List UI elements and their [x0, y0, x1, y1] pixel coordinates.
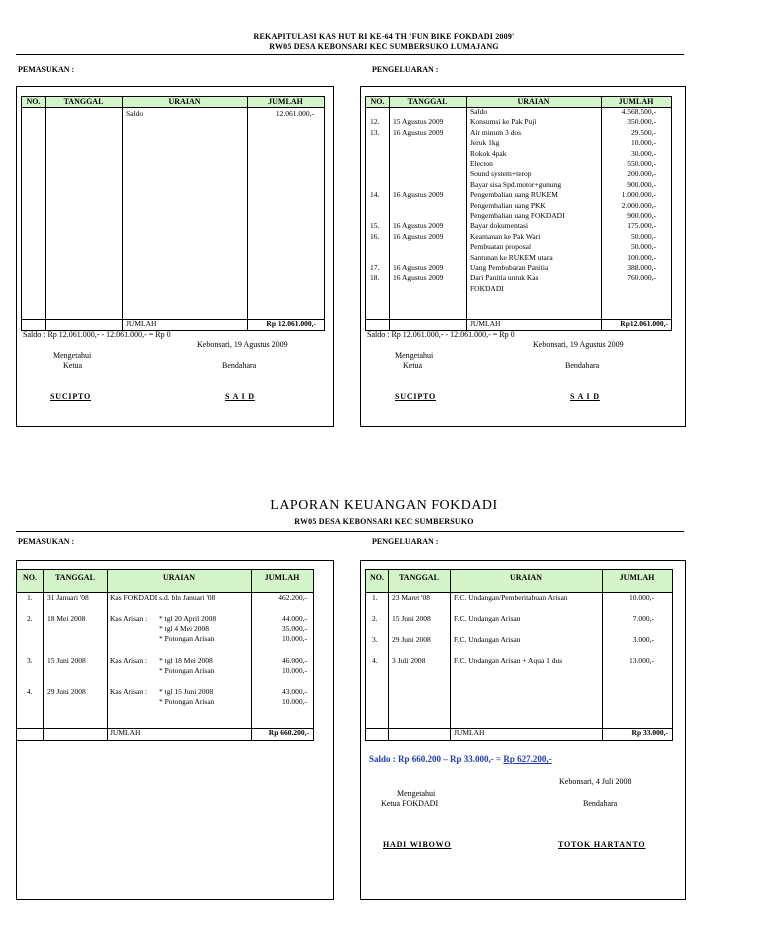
- total-label: JUMLAH: [110, 728, 141, 737]
- table-row-uraian: F.C. Undangan Arisan: [454, 635, 521, 644]
- col-no: NO.: [23, 573, 37, 582]
- table-row-jumlah: 10.000,-: [629, 593, 654, 602]
- total-label: JUMLAH: [126, 319, 157, 328]
- doc2-pengeluaran-panel: [360, 560, 686, 900]
- table-row-jumlah: 7.000,-: [632, 614, 654, 623]
- row-sub: * Potongan Arisan: [159, 697, 215, 706]
- total-value: Rp 12.061.000,-: [266, 319, 316, 328]
- table-row-jumlah: 1.000.000,-: [621, 190, 656, 200]
- row-uraian: Kas FOKDADI s.d. bln Januari '08: [110, 593, 216, 602]
- table-row-no: 16.: [370, 231, 380, 241]
- table-row-jumlah: 350.000,-: [627, 117, 656, 127]
- table-row-jumlah: 50.000,-: [631, 242, 656, 252]
- signature-ketua: SUCIPTO: [395, 392, 437, 401]
- row-uraian: Kas Arisan :: [110, 687, 148, 696]
- table-row-uraian: Rokok 4pak: [470, 148, 507, 158]
- col-tanggal: TANGGAL: [55, 573, 95, 582]
- table-row-jumlah: 10.000,-: [631, 138, 656, 148]
- total-label: JUMLAH: [470, 319, 501, 328]
- total-value: Rp12.061.000,-: [620, 319, 668, 328]
- row-uraian: Kas Arisan :: [110, 656, 148, 665]
- col-no: NO.: [26, 97, 41, 106]
- table-row-uraian: Keamanan ke Pak Wari: [470, 231, 541, 241]
- table-row-uraian: Pengembalian uang FOKDADI: [470, 211, 565, 220]
- col-jumlah: JUMLAH: [264, 573, 300, 582]
- col-jumlah: JUMLAH: [619, 573, 655, 582]
- table-row-no: 18.: [370, 273, 380, 283]
- row-sub: * tgl 4 Mei 2008: [159, 624, 209, 633]
- total-value: Rp 660.200,-: [268, 728, 309, 737]
- row-sub: * tgl 15 Juni 2008: [159, 687, 214, 696]
- row-no: 3.: [27, 656, 33, 665]
- signature-bendahara: S A I D: [570, 392, 600, 401]
- table-row-uraian: Santunan ke RUKEM utara: [470, 252, 553, 262]
- doc2-title: LAPORAN KEUANGAN FOKDADI: [270, 498, 498, 513]
- table-row-uraian: Bayar sisa Spd.motor+gunung: [470, 179, 562, 189]
- table-row-tanggal: 15 Juni 2008: [392, 614, 431, 623]
- table-row-uraian: F.C. Undangan Arisan: [454, 614, 521, 623]
- table-row-jumlah: 4.568.500,-: [621, 107, 656, 116]
- doc2-pengeluaran-label: PENGELUARAN :: [372, 537, 439, 546]
- row-sub: * tgl 18 Mei 2008: [159, 656, 213, 665]
- row-no: 1.: [27, 593, 33, 602]
- table-row-jumlah: 13.000,-: [629, 656, 654, 665]
- table-row-uraian: Dari Panitia untuk Kas: [470, 273, 539, 283]
- saldo-text: Saldo : Rp 12.061.000,- - 12.061.000,- = Rp 0: [367, 330, 515, 339]
- row-jumlah: 43.000,-: [282, 687, 307, 696]
- table-row-uraian: FOKDADI: [470, 283, 504, 293]
- table-row-uraian: Air minum 3 dos: [470, 127, 522, 137]
- doc1-subtitle: RW05 DESA KEBONSARI KEC SUMBERSUKO LUMAJANG: [269, 42, 499, 51]
- row-jumlah: 44.000,-: [282, 614, 307, 623]
- bendahara: Bendahara: [222, 361, 257, 370]
- table-row-uraian: Pembuatan proposal: [470, 242, 532, 252]
- mengetahui: Mengetahui: [397, 789, 436, 798]
- row-tanggal: 15 Juni 2008: [47, 656, 86, 665]
- place-date: Kebonsari, 4 Juli 2008: [559, 777, 632, 786]
- doc2-pemasukan-label: PEMASUKAN :: [18, 537, 75, 546]
- table-row-tanggal: 16 Agustus 2009: [393, 221, 444, 231]
- table-row-uraian: Electon: [470, 159, 493, 168]
- row-sub: * tgl 20 April 2008: [159, 614, 217, 623]
- table-row-no: 15.: [370, 221, 380, 231]
- signature-bendahara: TOTOK HARTANTO: [558, 840, 646, 849]
- doc1-title: REKAPITULASI KAS HUT RI KE-64 TH 'FUN BIKE FOKDADI 2009': [253, 32, 515, 41]
- table-row-uraian: F.C. Undangan/Pemberitahuan Arisan: [454, 593, 568, 602]
- doc2-subtitle: RW05 DESA KEBONSARI KEC SUMBERSUKO: [294, 517, 474, 526]
- table-row-jumlah: 2.000.000,-: [621, 200, 656, 210]
- saldo-text: Saldo : Rp 12.061.000,- - 12.061.000,- = Rp 0: [23, 330, 171, 339]
- table-row-jumlah: 3.000,-: [632, 635, 654, 644]
- col-tanggal: TANGGAL: [63, 97, 104, 106]
- col-tanggal: TANGGAL: [399, 573, 439, 582]
- doc1-pengeluaran-table: [365, 96, 672, 331]
- table-row-jumlah: 900.000,-: [627, 211, 656, 220]
- col-uraian: URAIAN: [168, 97, 201, 106]
- signature-ketua: SUCIPTO: [50, 392, 92, 401]
- row-uraian: Kas Arisan :: [110, 614, 148, 623]
- table-row-jumlah: 50.000,-: [631, 231, 656, 241]
- table-row-tanggal: 16 Agustus 2009: [393, 273, 444, 283]
- table-row-uraian: Pengembalian uang RUKEM: [470, 190, 558, 200]
- table-row-jumlah: 760.000,-: [627, 273, 656, 283]
- table-row-uraian: Bayar dokumentasi: [470, 221, 529, 231]
- table-row-no: 4.: [372, 656, 378, 665]
- table-row-tanggal: 29 Juni 2008: [392, 635, 431, 644]
- doc1-pemasukan-table: [21, 96, 325, 331]
- table-row-jumlah: 100.000,-: [627, 252, 656, 262]
- row-tanggal: 18 Mei 2008: [47, 614, 86, 623]
- row-tanggal: 29 Juni 2008: [47, 687, 86, 696]
- table-row-jumlah: 550.000,-: [627, 159, 656, 168]
- row-tanggal: 31 Januari '08: [47, 593, 89, 602]
- table-row-uraian: Uang Pembubaran Panitia: [470, 263, 549, 272]
- table-row-no: 1.: [372, 593, 378, 602]
- table-row-no: 13.: [370, 127, 380, 137]
- place-date: Kebonsari, 19 Agustus 2009: [533, 340, 624, 349]
- table-row-uraian: Sound system+terop: [470, 169, 532, 179]
- table-row-no: 17.: [370, 263, 380, 272]
- doc1-pemasukan-label: PEMASUKAN :: [18, 65, 75, 74]
- doc1-rule: [16, 54, 684, 55]
- ketua: Ketua: [63, 361, 83, 370]
- row-no: 4.: [27, 687, 33, 696]
- doc1-pengeluaran-label: PENGELUARAN :: [372, 65, 439, 74]
- table-row-uraian: F.C. Undangan Arisan + Aqua 1 dus: [454, 656, 563, 665]
- table-row-uraian: Pengembalian uang PKK: [470, 200, 546, 210]
- col-uraian: URAIAN: [510, 573, 542, 582]
- table-row-tanggal: 3 Juli 2008: [392, 656, 426, 665]
- table-row-jumlah: 30.000,-: [631, 148, 656, 158]
- table-row-jumlah: 12.061.000,-: [275, 109, 314, 118]
- table-row-no: 12.: [370, 117, 380, 127]
- table-row-tanggal: 16 Agustus 2009: [393, 127, 444, 137]
- place-date: Kebonsari, 19 Agustus 2009: [197, 340, 288, 349]
- saldo-prefix: Saldo : Rp 660.200 – Rp 33.000,- =: [369, 754, 504, 764]
- row-sub: * Potongan Arisan: [159, 666, 215, 675]
- table-row-uraian: Saldo: [470, 107, 488, 116]
- bendahara: Bendahara: [583, 799, 618, 808]
- table-row-no: 14.: [370, 190, 380, 200]
- col-tanggal: TANGGAL: [407, 97, 448, 106]
- total-label: JUMLAH: [454, 728, 485, 737]
- table-row-tanggal: 16 Agustus 2009: [393, 263, 444, 272]
- table-row-jumlah: 900.000,-: [627, 179, 656, 189]
- table-row-jumlah: 200.000,-: [627, 169, 656, 179]
- col-no: NO.: [370, 573, 384, 582]
- row-jumlah: 10.000,-: [282, 697, 307, 706]
- mengetahui: Mengetahui: [395, 351, 434, 360]
- row-jumlah: 462.200,-: [278, 593, 307, 602]
- table-row-jumlah: 388.000,-: [627, 263, 656, 272]
- doc2-pengeluaran-table: [365, 569, 673, 741]
- row-no: 2.: [27, 614, 33, 623]
- saldo-result: Rp 627.200,-: [503, 754, 552, 764]
- table-row-jumlah: 29.500,-: [631, 127, 656, 137]
- table-row-uraian: Saldo: [126, 109, 144, 118]
- saldo-summary: [369, 754, 552, 764]
- table-row-no: 2.: [372, 614, 378, 623]
- doc2-pemasukan-table: [17, 569, 314, 741]
- row-jumlah: 10.000,-: [282, 666, 307, 675]
- signature-bendahara: S A I D: [225, 392, 255, 401]
- table-row-uraian: Konsumsi ke Pak Puji: [470, 117, 537, 127]
- table-row-tanggal: 15 Agustus 2009: [393, 117, 444, 127]
- total-value: Rp 33.000,-: [631, 728, 668, 737]
- row-sub: * Potongan Arisan: [159, 634, 215, 643]
- table-row-no: 3.: [372, 635, 378, 644]
- ketua: Ketua FOKDADI: [381, 799, 439, 808]
- col-jumlah: JUMLAH: [618, 97, 654, 106]
- col-uraian: URAIAN: [163, 573, 195, 582]
- doc2-rule: [16, 531, 684, 532]
- row-jumlah: 46.000,-: [282, 656, 307, 665]
- table-row-jumlah: 175.000,-: [627, 221, 656, 231]
- doc1-pemasukan-panel: [16, 86, 334, 427]
- col-uraian: URAIAN: [517, 97, 550, 106]
- col-jumlah: JUMLAH: [268, 97, 303, 106]
- table-row-tanggal: 23 Maret '08: [392, 593, 431, 602]
- table-row-tanggal: 16 Agustus 2009: [393, 190, 444, 200]
- doc1-pengeluaran-panel: [360, 86, 686, 427]
- table-row-uraian: Jeruk 1kg: [470, 138, 500, 148]
- col-no: NO.: [370, 97, 385, 106]
- signature-ketua: HADI WIBOWO: [383, 840, 452, 849]
- row-jumlah: 35.000,-: [282, 624, 307, 633]
- row-jumlah: 10.000,-: [282, 634, 307, 643]
- table-row-tanggal: 16 Agustus 2009: [393, 231, 444, 241]
- ketua: Ketua: [403, 361, 423, 370]
- doc2-pemasukan-panel: [16, 560, 334, 900]
- bendahara: Bendahara: [565, 361, 600, 370]
- mengetahui: Mengetahui: [53, 351, 92, 360]
